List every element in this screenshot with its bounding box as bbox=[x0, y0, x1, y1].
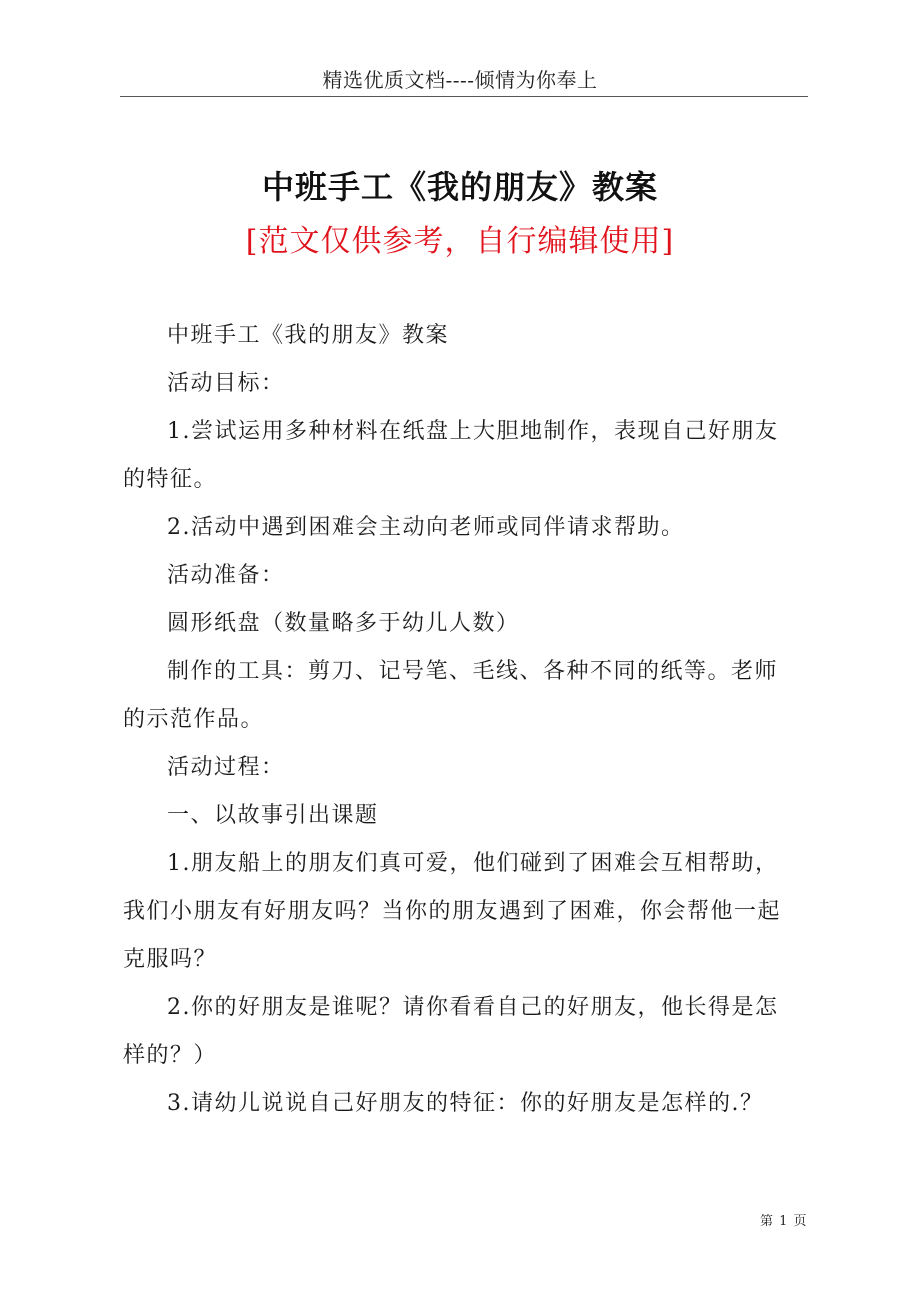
paragraph: 制作的工具：剪刀、记号笔、毛线、各种不同的纸等。老师的示范作品。 bbox=[123, 659, 779, 732]
document-body bbox=[123, 312, 799, 1128]
paragraph: 圆形纸盘（数量略多于幼儿人数） bbox=[167, 611, 520, 636]
paragraph: 3.请幼儿说说自己好朋友的特征：你的好朋友是怎样的.？ bbox=[167, 1091, 764, 1116]
paragraph: 2.活动中遇到困难会主动向老师或同伴请求帮助。 bbox=[167, 515, 685, 540]
page-header: 精选优质文档----倾情为你奉上 bbox=[322, 68, 598, 92]
paragraph: 1.尝试运用多种材料在纸盘上大胆地制作，表现自己好朋友的特征。 bbox=[123, 419, 779, 492]
paragraph: 活动过程： bbox=[167, 755, 285, 780]
paragraph: 1.朋友船上的朋友们真可爱，他们碰到了困难会互相帮助，我们小朋友有好朋友吗？当你的朋友遇到了困难，你会帮他一起克服吗？ bbox=[123, 851, 782, 972]
paragraph: 中班手工《我的朋友》教案 bbox=[167, 323, 450, 348]
paragraph: 一、以故事引出课题 bbox=[167, 803, 379, 828]
paragraph: 活动准备： bbox=[167, 563, 285, 588]
header-divider bbox=[120, 96, 808, 97]
page-number: 第 1 页 bbox=[760, 1214, 808, 1229]
document-title: 中班手工《我的朋友》教案 bbox=[261, 168, 658, 206]
paragraph: 活动目标： bbox=[167, 371, 285, 396]
paragraph: 2.你的好朋友是谁呢？请你看看自己的好朋友，他长得是怎样的？） bbox=[123, 995, 779, 1068]
document-subtitle: [范文仅供参考，自行编辑使用] bbox=[245, 224, 675, 259]
